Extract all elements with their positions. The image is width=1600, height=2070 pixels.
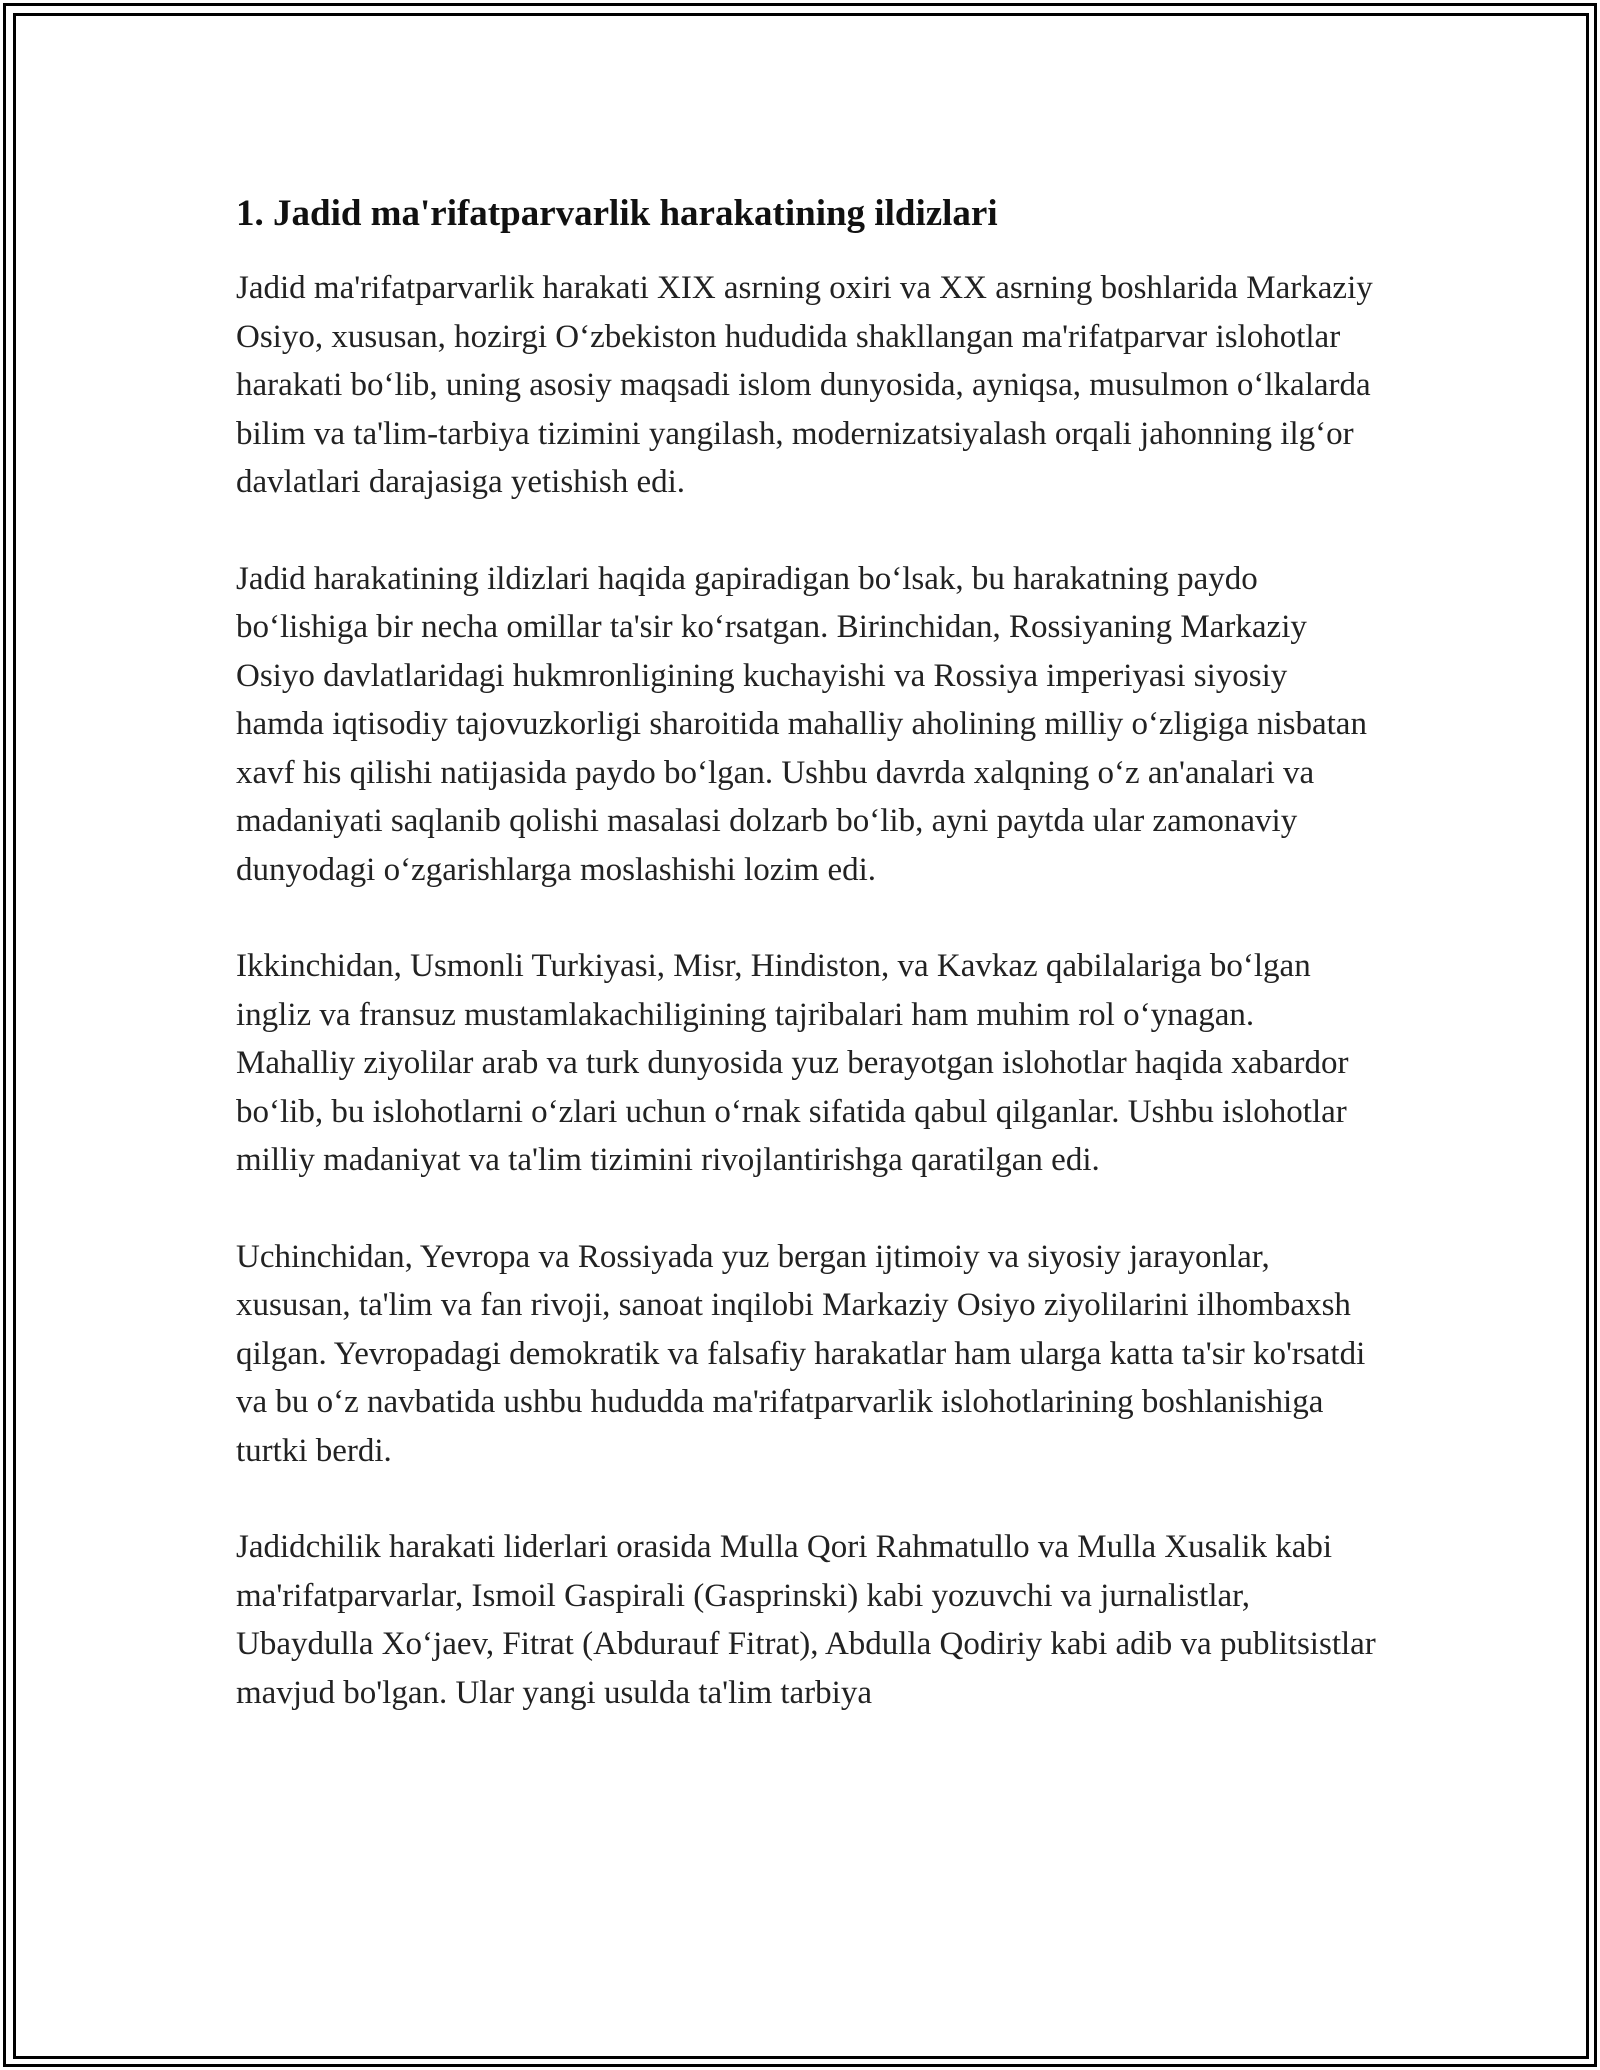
paragraph-leaders: Jadidchilik harakati liderlari orasida Mulla Qori Rahmatullo va Mulla Xusalik kabi ma'rifatparvarlar, Ismoil Gaspirali (Gasprinski) kabi yozuvchi va jurnalistlar, Ubaydulla Xo‘jaev, Fitrat (Abdurauf Fitrat), Abdulla Qodiriy kabi adib va publitsistlar mavjud bo'lgan. Ular yangi usulda ta'lim tarbiya	[236, 1529, 1376, 1711]
document-body	[236, 186, 1376, 1765]
paragraph-roots: Jadid harakatining ildizlari haqida gapiradigan bo‘lsak, bu harakatning paydo bo‘lishiga bir necha omillar ta'sir ko‘rsatgan. Birinchidan, Rossiyaning Markaziy Osiyo davlatlaridagi hukmronligining kuchayishi va Rossiya imperiyasi siyosiy hamda iqtisodiy tajovuzkorligi sharoitida mahalliy aholining milliy o‘zligiga nisbatan xavf his qilishi natijasida paydo bo‘lgan. Ushbu davrda xalqning o‘z an'analari va madaniyati saqlanib qolishi masalasi dolzarb bo‘lib, ayni paytda ular zamonaviy dunyodagi o‘zgarishlarga moslashishi lozim edi.	[236, 560, 1367, 888]
section-heading: 1. Jadid ma'rifatparvarlik harakatining ildizlari	[236, 193, 998, 234]
paragraph-second-factor: Ikkinchidan, Usmonli Turkiyasi, Misr, Hindiston, va Kavkaz qabilalariga bo‘lgan ingliz va fransuz mustamlakachiligining tajribalari ham muhim rol o‘ynagan. Mahalliy ziyolilar arab va turk dunyosida yuz berayotgan islohotlar haqida xabardor bo‘lib, bu islohotlarni o‘zlari uchun o‘rnak sifatida qabul qilganlar. Ushbu islohotlar milliy madaniyat va ta'lim tizimini rivojlantirishga qaratilgan edi.	[236, 948, 1349, 1178]
paragraph-third-factor: Uchinchidan, Yevropa va Rossiyada yuz bergan ijtimoiy va siyosiy jarayonlar, xususan, ta'lim va fan rivoji, sanoat inqilobi Markaziy Osiyo ziyolilarini ilhombaxsh qilgan. Yevropadagi demokratik va falsafiy harakatlar ham ularga katta ta'sir ko'rsatdi va bu o‘z navbatida ushbu hududda ma'rifatparvarlik islohotlarining boshlanishiga turtki berdi.	[236, 1238, 1366, 1469]
paragraph-intro: Jadid ma'rifatparvarlik harakati XIX asrning oxiri va XX asrning boshlarida Markaziy Osiyo, xususan, hozirgi O‘zbekiston hududida shakllangan ma'rifatparvar islohotlar harakati bo‘lib, uning asosiy maqsadi islom dunyosida, ayniqsa, musulmon o‘lkalarda bilim va ta'lim-tarbiya tizimini yangilash, modernizatsiyalash orqali jahonning ilg‘or davlatlari darajasiga yetishish edi.	[236, 270, 1373, 500]
